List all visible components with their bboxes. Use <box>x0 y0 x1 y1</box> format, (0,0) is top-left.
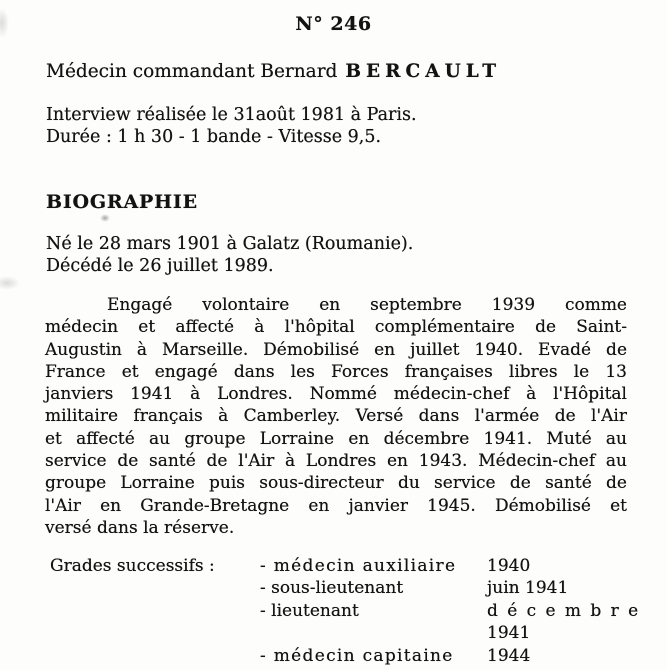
death-line: Décédé le 26 juillet 1989. <box>46 256 274 276</box>
subject-rank-and-firstname: Médecin commandant Bernard <box>46 61 338 82</box>
paragraph-line: Engagé volontaire en septembre 1939 comme <box>107 295 627 315</box>
paragraph-line: militaire français à Camberley. Versé dans l'armée de l'Air <box>45 406 627 427</box>
grade-date-month: décembre <box>487 600 648 621</box>
grade-rank: - lieutenant <box>260 600 359 621</box>
document-number: N° 246 <box>295 13 372 35</box>
paragraph-line: janviers 1941 à Londres. Nommé médecin-chef à l'Hôpital <box>45 384 627 405</box>
grade-date: 1944 <box>487 645 531 666</box>
paragraph-line: France et engagé dans les Forces françaises libres le 13 <box>45 361 627 382</box>
paragraph-line: Augustin à Marseille. Démobilisé en juillet 1940. Evadé de <box>45 339 627 360</box>
grade-rank: - sous-lieutenant <box>260 578 404 599</box>
paragraph-line: médecin et affecté à l'hôpital complémentaire de Saint- <box>45 317 627 338</box>
paragraph-line: et affecté au groupe Lorraine en décembre 1941. Muté au <box>45 428 627 449</box>
grades-label: Grades successifs : <box>50 556 215 576</box>
grade-rank: - médecin auxiliaire <box>260 556 457 576</box>
scan-smudge <box>0 276 20 290</box>
interview-info-line: Interview réalisée le 31août 1981 à Paris. <box>46 105 417 125</box>
grade-date: juin 1941 <box>487 578 569 599</box>
biography-heading: BIOGRAPHIE <box>46 191 198 213</box>
subject-title-line <box>46 61 501 82</box>
grade-date <box>487 600 655 645</box>
grade-row <box>260 555 655 577</box>
birth-line: Né le 28 mars 1901 à Galatz (Roumanie). <box>46 234 414 254</box>
biography-paragraph <box>45 294 627 539</box>
grade-date-year: 1941 <box>487 623 531 644</box>
grades-list <box>260 555 655 667</box>
grade-row <box>260 577 655 599</box>
grade-date: 1940 <box>487 556 531 576</box>
paragraph-line: service de santé de l'Air à Londres en 1943. Médecin-chef au <box>45 451 627 472</box>
grade-row <box>260 600 655 645</box>
grade-rank: - médecin capitaine <box>260 645 454 666</box>
interview-duration-line: Durée : 1 h 30 - 1 bande - Vitesse 9,5. <box>46 127 382 147</box>
subject-surname: BERCAULT <box>345 61 501 82</box>
scan-smudge <box>100 214 110 222</box>
paragraph-line: groupe Lorraine puis sous-directeur du service de santé de <box>45 473 627 494</box>
paragraph-line: versé dans la réserve. <box>45 517 235 538</box>
grade-row <box>260 645 655 667</box>
paragraph-line: l'Air en Grande-Bretagne en janvier 1945. Démobilisé et <box>45 495 627 516</box>
